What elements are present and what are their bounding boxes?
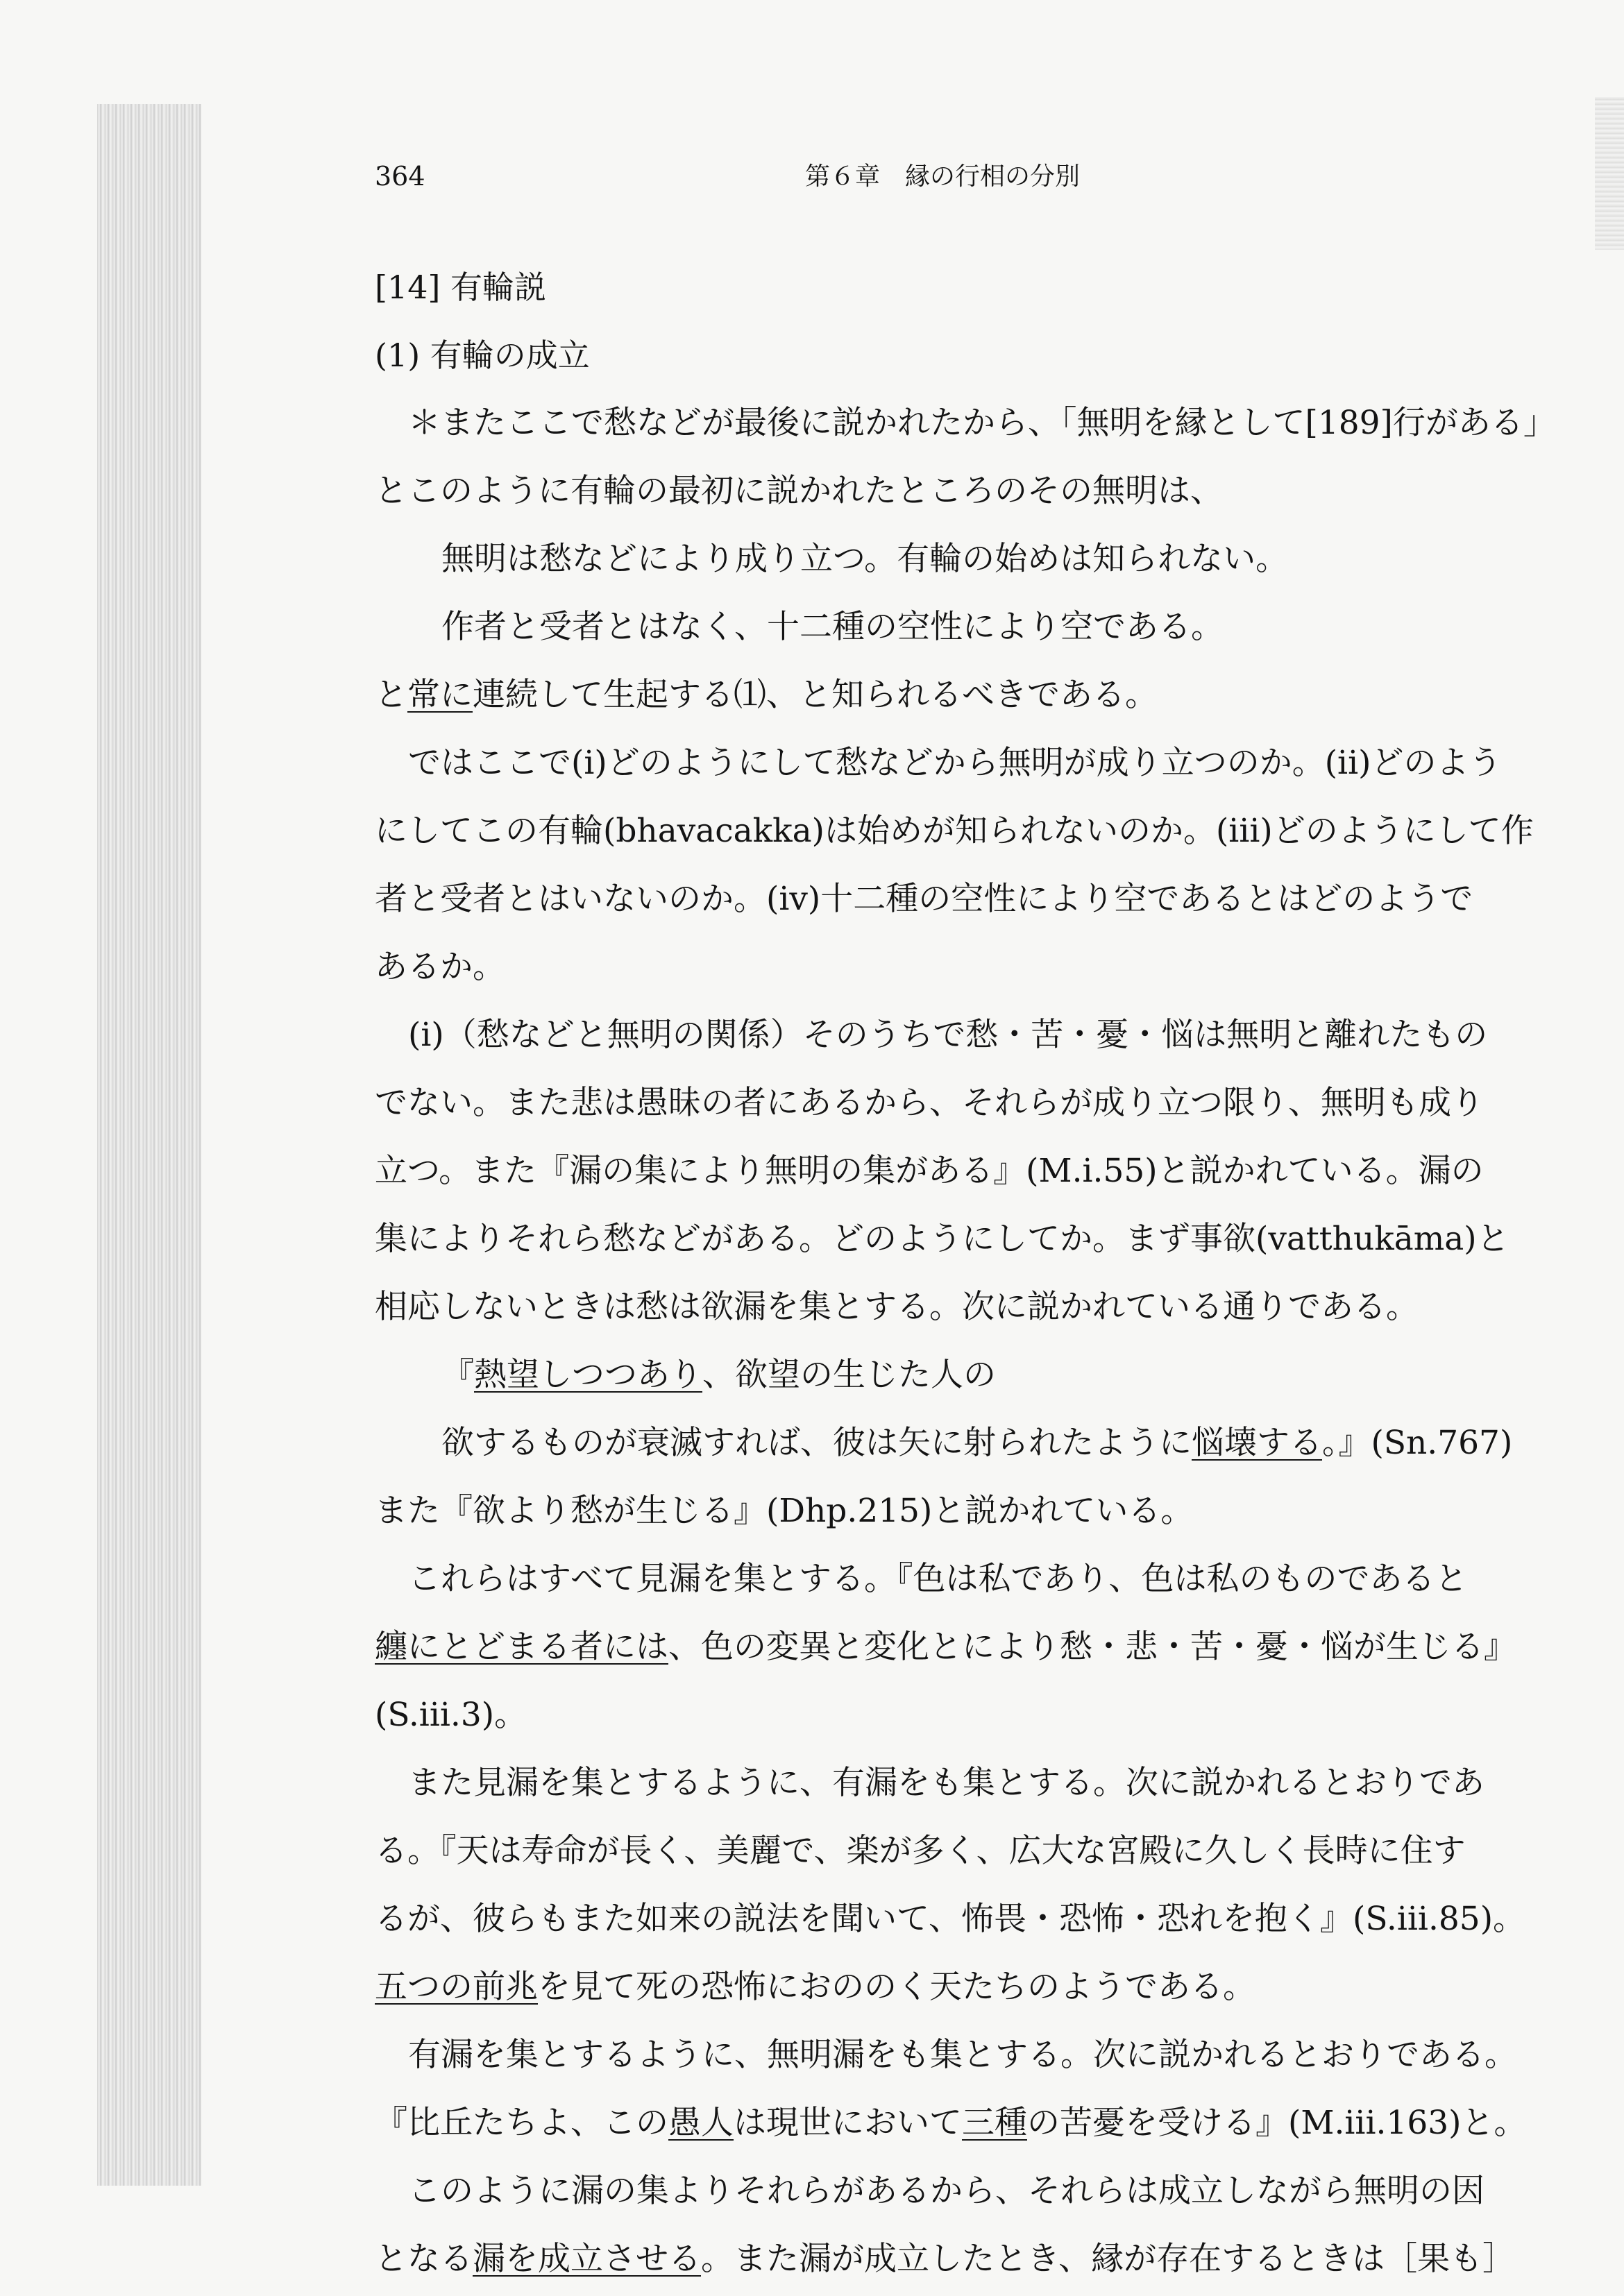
paragraph-line: (S.iii.3)。 (375, 1696, 527, 1734)
paragraph-line (375, 661, 1541, 729)
verse-line: 無明は愁などにより成り立つ。有輪の始めは知られない。 (441, 540, 1289, 578)
paragraph-line: 者と受者とはいないのか。(iv)十二種の空性により空であるとはどのようで (375, 880, 1473, 918)
text-span: 『 (441, 1356, 474, 1394)
text-span: を見て死の恐怖におののく天たちのようである。 (538, 1968, 1255, 2006)
page-body (375, 253, 1556, 2293)
paragraph-line: 立つ。また『漏の集により無明の集がある』(M.i.55)と説かれている。漏の (375, 1152, 1484, 1190)
underlined-term: 愚人 (668, 2104, 734, 2142)
text-span: となる (375, 2240, 473, 2278)
paragraph-line: るが、彼らもまた如来の説法を聞いて、怖畏・恐怖・恐れを抱く』(S.iii.85)。 (375, 1900, 1526, 1938)
text-span: 。また漏が成立したとき、縁が存在するときは［果も］ (701, 2240, 1516, 2278)
text-span: 連続して生起する⑴、と知られるべきである。 (473, 676, 1158, 714)
verse-line (375, 1409, 1541, 1477)
paragraph-line: また見漏を集とするように、有漏をも集とする。次に説かれるとおりであ (408, 1764, 1485, 1802)
paragraph-line (375, 2089, 1541, 2157)
paragraph-line: ＊またここで愁などが最後に説かれたから、「無明を縁として[189]行がある」 (408, 404, 1556, 442)
paragraph-line (375, 1953, 1541, 2021)
verse-line (375, 1341, 1541, 1409)
paragraph-line: 相応しないときは愁は欲漏を集とする。次に説かれている通りである。 (375, 1288, 1419, 1326)
paragraph-line: る。『天は寿命が長く、美麗で、楽が多く、広大な宮殿に久しく長時に住す (375, 1832, 1466, 1870)
underlined-term: 纏にとどまる者には (375, 1628, 668, 1666)
underlined-term: 悩壊する (1192, 1424, 1322, 1462)
scan-edge-shadow (1595, 97, 1624, 250)
paragraph-line: これらはすべて見漏を集とする。『色は私であり、色は私のものであると (408, 1560, 1468, 1598)
paragraph-line: あるか。 (375, 948, 505, 986)
section-title: [14] 有輪説 (375, 269, 547, 306)
text-span: の苦憂を受ける』(M.iii.163)と。 (1027, 2104, 1527, 2142)
text-span: 、色の変異と変化とにより愁・悲・苦・憂・悩が生じる』 (668, 1628, 1516, 1666)
scan-binding-shadow (97, 104, 201, 2186)
text-span: 欲するものが衰滅すれば、彼は矢に射られたように (441, 1424, 1192, 1462)
text-span: と (375, 676, 407, 714)
paragraph-line: にしてこの有輪(bhavacakka)は始めが知られないのか。(iii)どのようにして作 (375, 812, 1534, 850)
page-number: 364 (375, 161, 425, 192)
paragraph-line: ではここで(i)どのようにして愁などから無明が成り立つのか。(ii)どのよう (408, 744, 1502, 782)
paragraph-line (375, 2225, 1541, 2293)
paragraph-line: (i)（愁などと無明の関係）そのうちで愁・苦・憂・悩は無明と離れたもの (408, 1016, 1488, 1054)
paragraph-line: このように漏の集よりそれらがあるから、それらは成立しながら無明の因 (408, 2172, 1485, 2210)
underlined-term: 三種 (962, 2104, 1027, 2142)
paragraph-line (375, 1613, 1541, 1681)
text-span: は現世において (734, 2104, 962, 2142)
text-span: 。』(Sn.767) (1322, 1424, 1513, 1462)
paragraph-line: また『欲より愁が生じる』(Dhp.215)と説かれている。 (375, 1492, 1194, 1530)
underlined-term: 常に (407, 676, 473, 714)
verse-line: 作者と受者とはなく、十二種の空性により空である。 (441, 608, 1224, 646)
paragraph-line: とこのように有輪の最初に説かれたところのその無明は、 (375, 472, 1223, 510)
underlined-term: 熱望しつつあり (474, 1356, 702, 1394)
text-span: 、欲望の生じた人の (702, 1356, 996, 1394)
page-header (375, 161, 1555, 203)
running-title: 第６章 縁の行相の分別 (805, 162, 1081, 191)
underlined-term: 漏を成立させる (473, 2240, 701, 2278)
underlined-term: 五つの前兆 (375, 1968, 538, 2006)
subsection-title: (1) 有輪の成立 (375, 337, 590, 374)
text-span: 『比丘たちよ、この (375, 2104, 668, 2142)
paragraph-line: 集によりそれら愁などがある。どのようにしてか。まず事欲(vatthukāma)と (375, 1220, 1509, 1258)
paragraph-line: でない。また悲は愚昧の者にあるから、それらが成り立つ限り、無明も成り (375, 1084, 1484, 1122)
paragraph-line: 有漏を集とするように、無明漏をも集とする。次に説かれるとおりである。 (408, 2036, 1517, 2074)
